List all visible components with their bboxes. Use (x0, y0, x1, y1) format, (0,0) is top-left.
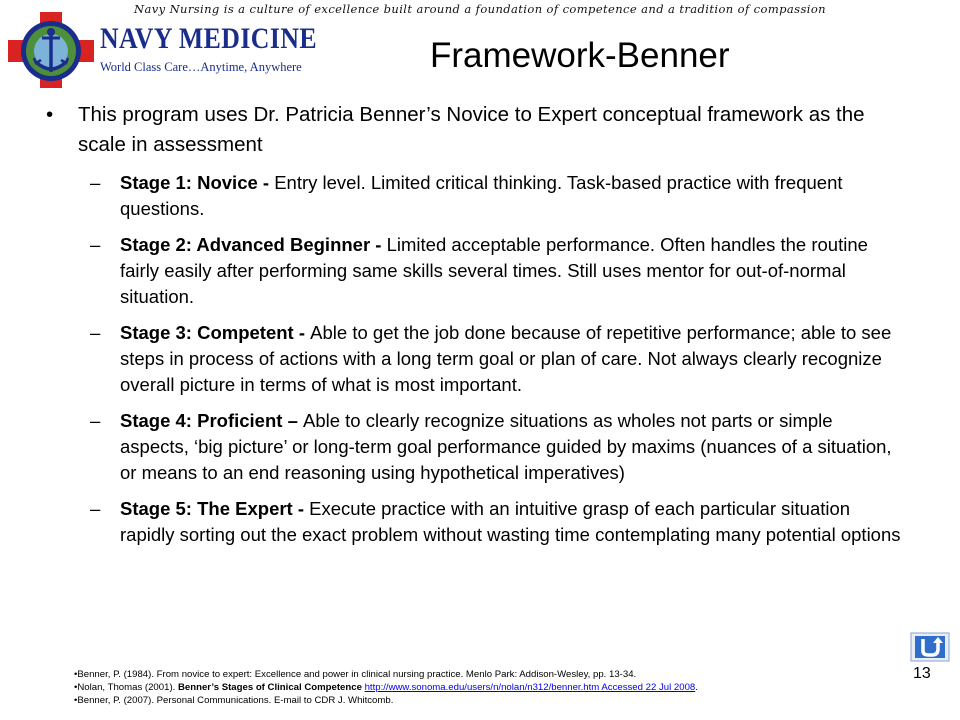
reference-3: •Benner, P. (2007). Personal Communications. E-mail to CDR J. Whitcomb. (74, 695, 394, 706)
reference-2-title: Benner’s Stages of Clinical Competence (177, 682, 365, 693)
reference-2-author: •Nolan, Thomas (2001). (74, 682, 178, 693)
dash-marker: – (90, 172, 101, 193)
bullet-marker: • (46, 103, 54, 126)
main-bullet (36, 100, 916, 160)
slide-body (36, 100, 916, 558)
stage-item (36, 170, 916, 222)
references (74, 668, 698, 707)
logo-subtitle: World Class Care…Anytime, Anywhere (100, 60, 302, 74)
stage-item (36, 320, 916, 398)
reference-2 (74, 681, 698, 694)
stage-label: Stage 2: Advanced Beginner - (120, 234, 387, 255)
dash-marker: – (90, 322, 101, 343)
stage-item (36, 408, 916, 486)
anchor-emblem-icon (6, 10, 98, 90)
stage-label: Stage 3: Competent - (120, 322, 311, 343)
dash-marker: – (90, 234, 101, 255)
header-tagline: Navy Nursing is a culture of excellence built around a foundation of competence and a tradition of compassion (134, 2, 826, 16)
stage-item (36, 232, 916, 310)
reference-link[interactable]: http://www.sonoma.edu/users/n/nolan/n312/benner.htm Accessed 22 Jul 2008 (364, 682, 696, 693)
dash-marker: – (90, 410, 101, 431)
return-arrow-icon (910, 632, 950, 662)
stage-label: Stage 4: Proficient – (120, 410, 303, 431)
reference-2-end: . (695, 682, 698, 693)
stage-text: Able to get the job done because of repetitive performance; able to see steps in process of actions with a long term goal or plan of care. Not always clearly recognize overall picture in terms of what is most important. (120, 322, 892, 395)
stage-text: Able to clearly recognize situations as wholes not parts or simple aspects, ‘big picture’ or long-term goal performance guided by maxims (nuances of a situation, or means to an end reasoning using hypothetical imperatives) (120, 410, 892, 483)
stage-label: Stage 1: Novice - (120, 172, 275, 193)
logo-title: NAVY MEDICINE (100, 22, 318, 55)
stage-item (36, 496, 916, 548)
reference-1: •Benner, P. (1984). From novice to expert: Excellence and power in clinical nursing practice. Menlo Park: Addison-Wesley, pp. 13-34. (74, 669, 637, 680)
dash-marker: – (90, 498, 101, 519)
return-nav-button[interactable] (910, 632, 950, 662)
stage-text: Entry level. Limited critical thinking. Task-based practice with frequent questions. (120, 172, 843, 219)
stage-text: Limited acceptable performance. Often handles the routine fairly easily after performing same skills several times. Still uses mentor for out-of-normal situation. (120, 234, 868, 307)
stage-label: Stage 5: The Expert - (120, 498, 310, 519)
page-number: 13 (913, 665, 931, 682)
slide-title: Framework-Benner (430, 36, 730, 75)
main-bullet-text: This program uses Dr. Patricia Benner’s Novice to Expert conceptual framework as the scale in assessment (78, 103, 865, 156)
navy-medicine-logo (6, 10, 318, 90)
stage-text: Execute practice with an intuitive grasp of each particular situation rapidly sorting out the exact problem without wasting time contemplating many potential options (120, 498, 901, 545)
